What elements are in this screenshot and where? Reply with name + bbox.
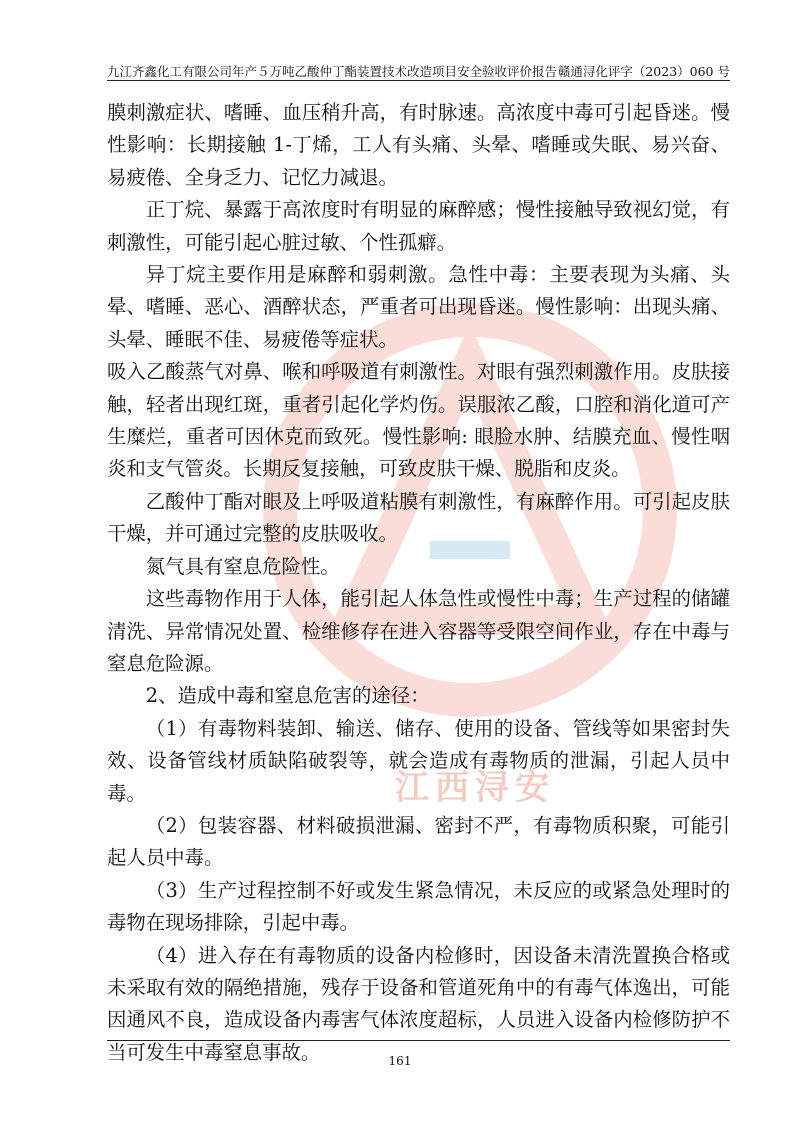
page-number: 161 [388, 1054, 412, 1068]
document-body [107, 97, 730, 1069]
body-paragraph: 正丁烷、暴露于高浓度时有明显的麻醉感；慢性接触导致视幻觉，有刺激性，可能引起心脏过敏、个性孤癖。 [107, 198, 730, 254]
body-paragraph: （1）有毒物料装卸、输送、储存、使用的设备、管线等如果密封失效、设备管线材质缺陷破裂等，就会造成有毒物质的泄漏，引起人员中毒。 [107, 716, 730, 805]
body-paragraph: 异丁烷主要作用是麻醉和弱刺激。急性中毒：主要表现为头痛、头晕、嗜睡、恶心、酒醉状态，严重者可出现昏迷。慢性影响：出现头痛、头晕、睡眠不佳、易疲倦等症状。 [107, 263, 730, 351]
body-paragraph: 这些毒物作用于人体，能引起人体急性或慢性中毒；生产过程的储罐清洗、异常情况处置、检维修存在进入容器等受限空间作业，存在中毒与窒息危险源。 [107, 587, 730, 675]
body-paragraph: 2、造成中毒和窒息危害的途径： [145, 684, 430, 708]
body-paragraph: （2）包装容器、材料破损泄漏、密封不严，有毒物质积聚，可能引起人员中毒。 [107, 813, 730, 870]
body-paragraph: 乙酸仲丁酯对眼及上呼吸道粘膜有刺激性，有麻醉作用。可引起皮肤干燥，并可通过完整的皮肤吸收。 [107, 489, 730, 546]
body-paragraph: 膜刺激症状、嗜睡、血压稍升高，有时脉速。高浓度中毒可引起昏迷。慢性影响：长期接触 1-丁烯，工人有头痛、头晕、嗜睡或失眠、易兴奋、易疲倦、全身乏力、记忆力减退。 [107, 101, 730, 189]
body-paragraph: （4）进入存在有毒物质的设备内检修时，因设备未清洗置换合格或未采取有效的隔绝措施，残存于设备和管道死角中的有毒气体逸出，可能因通风不良，造成设备内毒害气体浓度超标，人员进入设备内检修防护不当可发生中毒窒息事故。 [107, 943, 730, 1064]
body-paragraph: 氮气具有窒息危险性。 [145, 554, 340, 578]
header-report-number: 赣通浔化评字（2023）060 号 [557, 64, 730, 79]
page-header [107, 62, 730, 80]
watermark-text: 江西浔安 [395, 768, 555, 808]
header-divider [107, 80, 730, 81]
body-paragraph: 吸入乙酸蒸气对鼻、喉和呼吸道有刺激性。对眼有强烈刺激作用。皮肤接触，轻者出现红斑，重者引起化学灼伤。误服浓乙酸，口腔和消化道可产生糜烂，重者可因休克而致死。慢性影响: 眼脸水肿、结膜充血、慢性咽炎和支气管炎。长期反复接触，可致皮肤干燥、脱脂和皮炎。 [107, 360, 730, 481]
header-report-title: 九江齐鑫化工有限公司年产５万吨乙酸仲丁酯装置技术改造项目安全验收评价报告 [107, 64, 558, 79]
body-paragraph: （3）生产过程控制不好或发生紧急情况，未反应的或紧急处理时的毒物在现场排除，引起中毒。 [107, 878, 730, 935]
footer-divider [107, 1040, 730, 1041]
